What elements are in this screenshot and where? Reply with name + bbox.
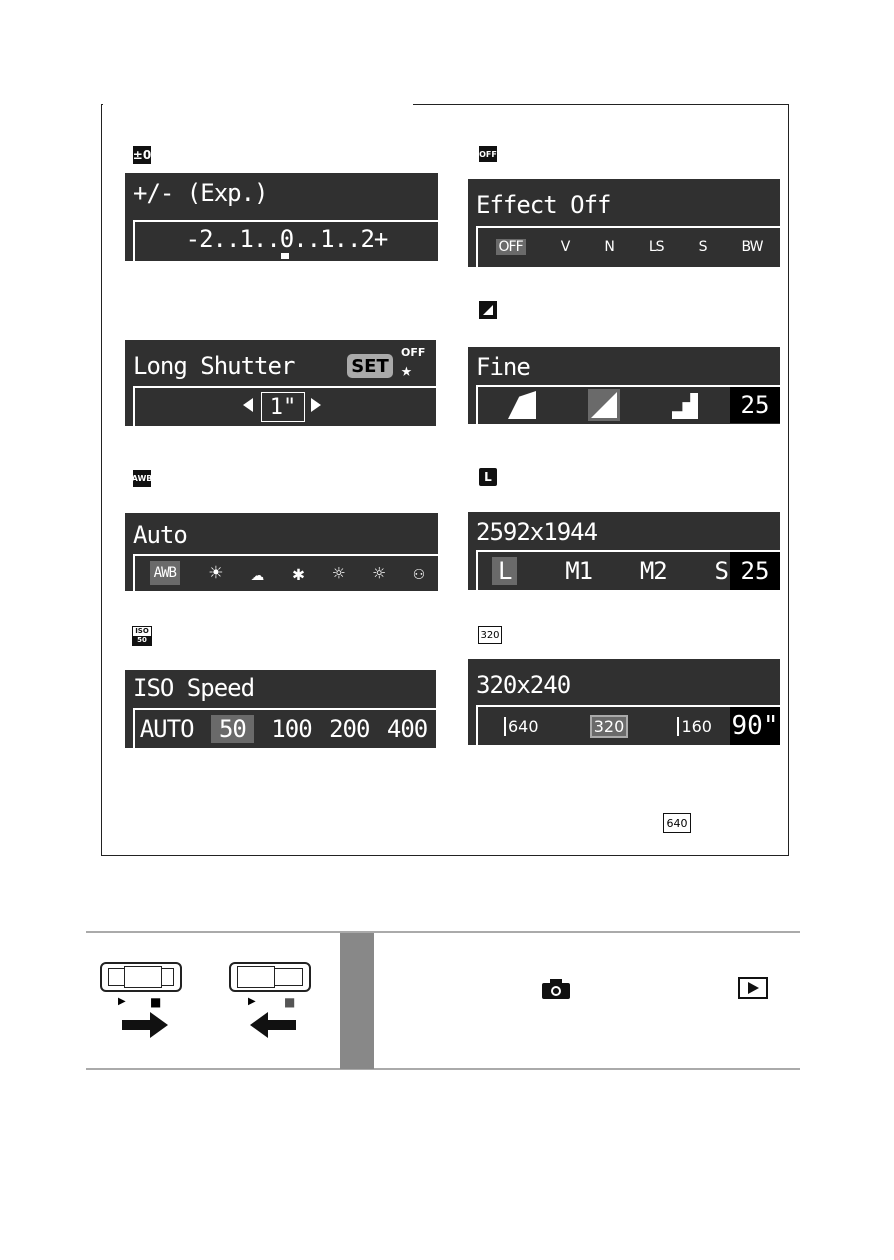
exposure-title: +/- (Exp.) [133,179,268,207]
effect-option-off[interactable]: OFF [496,239,526,255]
exposure-scale-text: -2..1..0..1..2+ [185,225,388,253]
fluorescent-h-icon[interactable]: ☼ [373,561,385,585]
tungsten-icon[interactable]: ✱ [292,561,304,585]
awb-icon: AWB [133,470,151,487]
exposure-scale[interactable] [135,223,438,255]
set-button-icon [347,354,393,378]
movie-640-icon [663,813,691,833]
quality-superfine-icon[interactable] [508,391,536,419]
iso-50-icon [132,626,152,646]
exposure-panel [125,173,438,261]
compression-fine-icon [479,301,497,319]
playback-icon [738,977,768,999]
playback-small-icon: ▶ [248,996,256,1007]
panel-divider [133,386,436,388]
iso-option-200[interactable]: 200 [329,715,370,743]
effect-option-low-sharpening[interactable]: LS [648,239,664,255]
shutter-left-arrow[interactable] [243,398,253,412]
effect-panel [468,179,780,267]
long-shutter-off-icon [401,346,425,359]
footnote-icon-label: 640 [666,816,688,830]
resolution-option-l[interactable]: L [492,557,517,585]
white-balance-title: Auto [133,521,187,549]
iso-option-50[interactable]: 50 [211,715,254,743]
iso-icon-value: 50 [137,636,147,644]
panel-left-rule [133,386,135,426]
effect-option-sepia[interactable]: S [698,239,707,255]
movie-remaining-value: 90" [731,711,779,741]
camera-icon [541,978,571,1000]
off-label: OFF [401,346,426,359]
movie-320-icon [478,626,502,644]
resolution-shots-remaining [730,552,780,590]
mode-switch-playback[interactable] [229,962,311,992]
resolution-option-m1[interactable]: M1 [565,557,593,585]
iso-panel [125,670,436,748]
quality-remaining-value: 25 [740,391,770,419]
section-tab-marker [340,933,374,1069]
resolution-option-m2[interactable]: M2 [639,557,667,585]
mode-switch-shooting[interactable] [100,962,182,992]
iso-icon-label: ISO [133,627,151,636]
section-rule-top [86,931,800,933]
iso-options[interactable] [131,712,436,746]
panel-divider [476,226,780,228]
quality-panel [468,347,780,424]
star-moon-icon: ★ [401,360,412,381]
switch-knob [124,966,162,988]
movie-option-320[interactable]: 320 [590,715,629,738]
cloudy-icon[interactable]: ☁ [250,560,264,586]
movie-icon-label: 320 [480,629,500,641]
camera-small-icon: ■ [284,995,296,1009]
movie-size-title: 320x240 [476,671,571,699]
playback-small-icon: ▶ [118,996,126,1007]
long-shutter-title: Long Shutter [133,352,295,380]
quality-normal-icon[interactable] [672,393,698,419]
shutter-value: 1" [269,394,297,420]
resolution-panel [468,512,780,590]
iso-option-100[interactable]: 100 [271,715,312,743]
frame-heading-gap [103,98,413,107]
set-label: SET [351,355,389,377]
white-balance-panel [125,513,438,591]
panel-divider [133,708,436,710]
panel-left-rule [476,705,478,745]
effect-off-icon: OFF [479,146,497,162]
resolution-title: 2592x1944 [476,518,598,546]
resolution-options[interactable] [492,554,728,588]
effect-option-vivid[interactable]: V [560,239,570,255]
long-shutter-panel [125,340,436,426]
resolution-large-icon: L [479,468,497,486]
movie-size-options[interactable] [504,711,714,741]
quality-fine-icon[interactable] [588,389,620,421]
quality-shots-remaining [730,387,780,423]
exposure-marker [281,253,289,259]
resolution-remaining-value: 25 [740,557,770,585]
iso-option-auto[interactable]: AUTO [139,715,194,743]
iso-option-400[interactable]: 400 [386,715,428,743]
panel-left-rule [476,550,478,590]
exposure-compensation-icon: ±0 [132,148,152,162]
section-rule-bottom [86,1068,800,1070]
fluorescent-icon[interactable]: ☼ [332,561,344,585]
panel-left-rule [476,385,478,424]
movie-option-160[interactable]: 160 [677,717,714,736]
camera-small-icon: ■ [150,995,162,1009]
wb-option-auto[interactable]: AWB [150,561,180,585]
shutter-right-arrow[interactable] [311,398,321,412]
movie-option-640[interactable]: 640 [504,717,541,736]
movie-size-panel [468,659,780,745]
effect-option-neutral[interactable]: N [604,239,614,255]
effect-options[interactable] [478,231,780,263]
shutter-value-box[interactable] [261,392,305,422]
quality-title: Fine [476,353,530,381]
switch-knob [237,966,275,988]
panel-divider [133,220,438,222]
custom-wb-icon[interactable]: ⚇ [413,562,424,584]
left-arrow-icon [250,1012,296,1038]
panel-divider [133,554,438,556]
iso-title: ISO Speed [133,674,255,702]
movie-time-remaining [730,707,780,745]
effect-title: Effect Off [476,191,611,219]
daylight-icon[interactable]: ☀ [209,560,222,586]
effect-option-bw[interactable]: BW [741,239,763,255]
white-balance-options[interactable] [135,557,438,589]
resolution-option-s[interactable]: S [714,557,728,585]
right-arrow-icon [122,1012,168,1038]
